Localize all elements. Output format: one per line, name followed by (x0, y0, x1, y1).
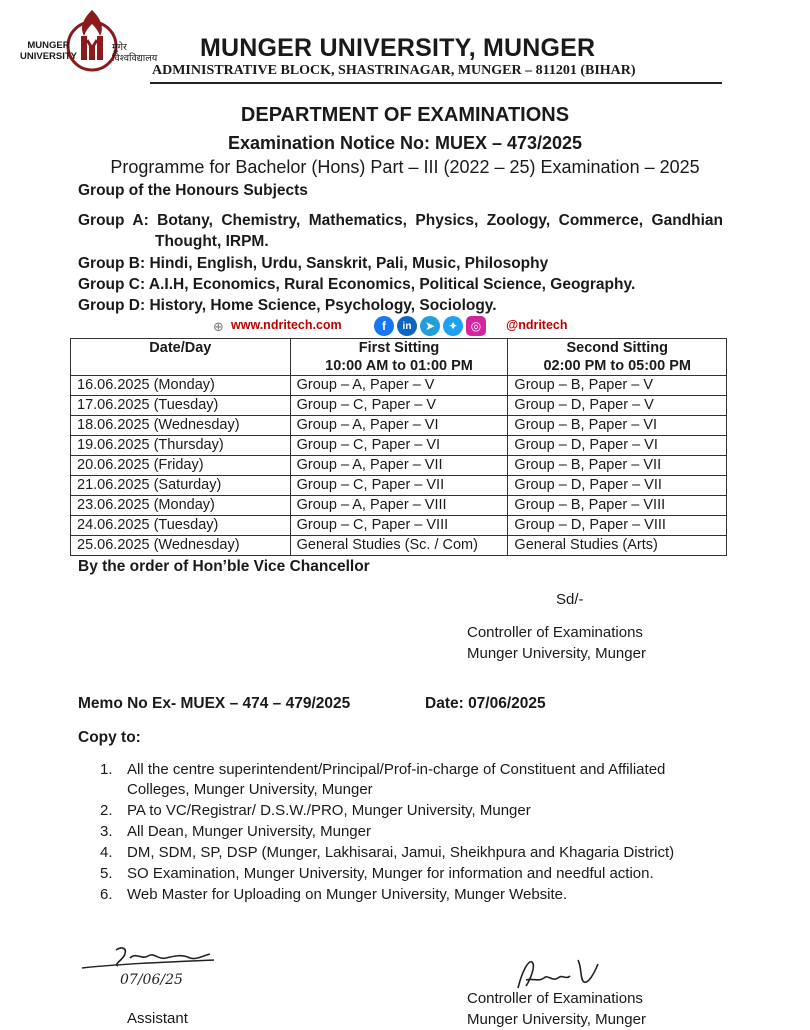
list-item: 3. All Dean, Munger University, Munger (100, 823, 371, 840)
assistant-label: Assistant (127, 1010, 188, 1027)
cell-first-sitting: Group – C, Paper – VI (290, 436, 508, 456)
table-row (71, 476, 727, 496)
cell-first-sitting: Group – C, Paper – VIII (290, 516, 508, 536)
cell-first-sitting: Group – A, Paper – VI (290, 416, 508, 436)
list-item: 6. Web Master for Uploading on Munger University, Munger Website. (100, 886, 568, 903)
table-row (71, 416, 727, 436)
instagram-icon[interactable]: ◎ (466, 316, 486, 336)
cell-date: 21.06.2025 (Saturday) (71, 476, 291, 496)
programme-title: Programme for Bachelor (Hons) Part – III (2022 – 25) Examination – 2025 (110, 157, 700, 177)
list-item: 4. DM, SDM, SP, DSP (Munger, Lakhisarai, Jamui, Sheikhpura and Khagaria District) (100, 844, 675, 861)
cell-first-sitting: Group – A, Paper – V (290, 376, 508, 396)
group-c-subjects: Group C: A.I.H, Economics, Rural Economics, Political Science, Geography. (78, 276, 636, 293)
table-row (71, 536, 727, 556)
cell-first-sitting: Group – C, Paper – VII (290, 476, 508, 496)
header-date-day: Date/Day (71, 339, 291, 376)
cell-first-sitting: Group – C, Paper – V (290, 396, 508, 416)
social-icons (374, 316, 486, 338)
table-row (71, 376, 727, 396)
cell-date: 24.06.2025 (Tuesday) (71, 516, 291, 536)
memo-date: Date: 07/06/2025 (425, 695, 546, 712)
assistant-signature-date: 07/06/25 (120, 972, 183, 988)
cell-second-sitting: Group – D, Paper – VII (508, 476, 727, 496)
order-line: By the order of Hon’ble Vice Chancellor (78, 558, 370, 575)
controller-signature-block (467, 622, 646, 664)
controller-title: Controller of Examinations (467, 624, 643, 641)
group-b-subjects: Group B: Hindi, English, Urdu, Sanskrit, Pali, Music, Philosophy (78, 255, 549, 272)
cell-date: 25.06.2025 (Wednesday) (71, 536, 291, 556)
group-heading: Group of the Honours Subjects (78, 182, 308, 199)
cell-second-sitting: Group – D, Paper – VI (508, 436, 727, 456)
university-name: MUNGER UNIVERSITY, MUNGER (200, 34, 596, 62)
list-item: 5. SO Examination, Munger University, Munger for information and needful action. (100, 865, 654, 882)
linkedin-icon[interactable]: in (397, 316, 417, 336)
cell-second-sitting: Group – B, Paper – V (508, 376, 727, 396)
memo-number: Memo No Ex- MUEX – 474 – 479/2025 (78, 695, 351, 712)
table-row (71, 496, 727, 516)
cell-first-sitting: Group – A, Paper – VII (290, 456, 508, 476)
cell-second-sitting: Group – B, Paper – VIII (508, 496, 727, 516)
header-divider (150, 82, 722, 84)
cell-date: 16.06.2025 (Monday) (71, 376, 291, 396)
table-row (71, 456, 727, 476)
group-a-subjects-continued: Thought, IRPM. (155, 233, 269, 250)
header-second-sitting: Second Sitting 02:00 PM to 05:00 PM (508, 339, 727, 376)
cell-second-sitting: Group – D, Paper – V (508, 396, 727, 416)
cell-date: 17.06.2025 (Tuesday) (71, 396, 291, 416)
telegram-icon[interactable]: ➤ (420, 316, 440, 336)
department-title: DEPARTMENT OF EXAMINATIONS (240, 104, 570, 126)
globe-icon: ⊕ (213, 319, 224, 334)
signed-mark: Sd/- (556, 591, 584, 608)
cell-second-sitting: Group – B, Paper – VI (508, 416, 727, 436)
table-row (71, 516, 727, 536)
list-item: 2. PA to VC/Registrar/ D.S.W./PRO, Munger University, Munger (100, 802, 531, 819)
assistant-signature (78, 942, 218, 1002)
controller-org-2: Munger University, Munger (467, 1011, 646, 1028)
cell-second-sitting: General Studies (Arts) (508, 536, 727, 556)
university-address: ADMINISTRATIVE BLOCK, SHASTRINAGAR, MUNGER – 811201 (BIHAR) (152, 63, 636, 78)
twitter-icon[interactable]: ✦ (443, 316, 463, 336)
table-row (71, 436, 727, 456)
table-header-row (71, 339, 727, 376)
cell-date: 23.06.2025 (Monday) (71, 496, 291, 516)
logo-text-english: MUNGER UNIVERSITY (20, 40, 78, 62)
exam-schedule-table (70, 338, 727, 556)
cell-first-sitting: Group – A, Paper – VIII (290, 496, 508, 516)
controller-title-2: Controller of Examinations (467, 990, 643, 1007)
cell-date: 18.06.2025 (Wednesday) (71, 416, 291, 436)
cell-date: 19.06.2025 (Thursday) (71, 436, 291, 456)
logo-text-hindi: मुंगेर विश्वविद्यालय (112, 42, 158, 64)
watermark-handle[interactable]: @ndritech (506, 318, 568, 332)
cell-second-sitting: Group – D, Paper – VIII (508, 516, 727, 536)
header-first-sitting: First Sitting 10:00 AM to 01:00 PM (290, 339, 508, 376)
group-d-subjects: Group D: History, Home Science, Psychology, Sociology. (78, 297, 497, 314)
copy-to-heading: Copy to: (78, 729, 141, 746)
facebook-icon[interactable]: f (374, 316, 394, 336)
watermark-website[interactable]: www.ndritech.com (231, 318, 342, 332)
cell-date: 20.06.2025 (Friday) (71, 456, 291, 476)
table-row (71, 396, 727, 416)
cell-first-sitting: General Studies (Sc. / Com) (290, 536, 508, 556)
group-a-subjects: Group A: Botany, Chemistry, Mathematics, Physics, Zoology, Commerce, Gandhian (78, 212, 723, 229)
notice-number: Examination Notice No: MUEX – 473/2025 (227, 133, 583, 153)
list-item: 1. All the centre superintendent/Principal/Prof-in-charge of Constituent and Affiliated Colleges, Munger University, Munger (100, 761, 666, 798)
controller-org: Munger University, Munger (467, 645, 646, 662)
cell-second-sitting: Group – B, Paper – VII (508, 456, 727, 476)
